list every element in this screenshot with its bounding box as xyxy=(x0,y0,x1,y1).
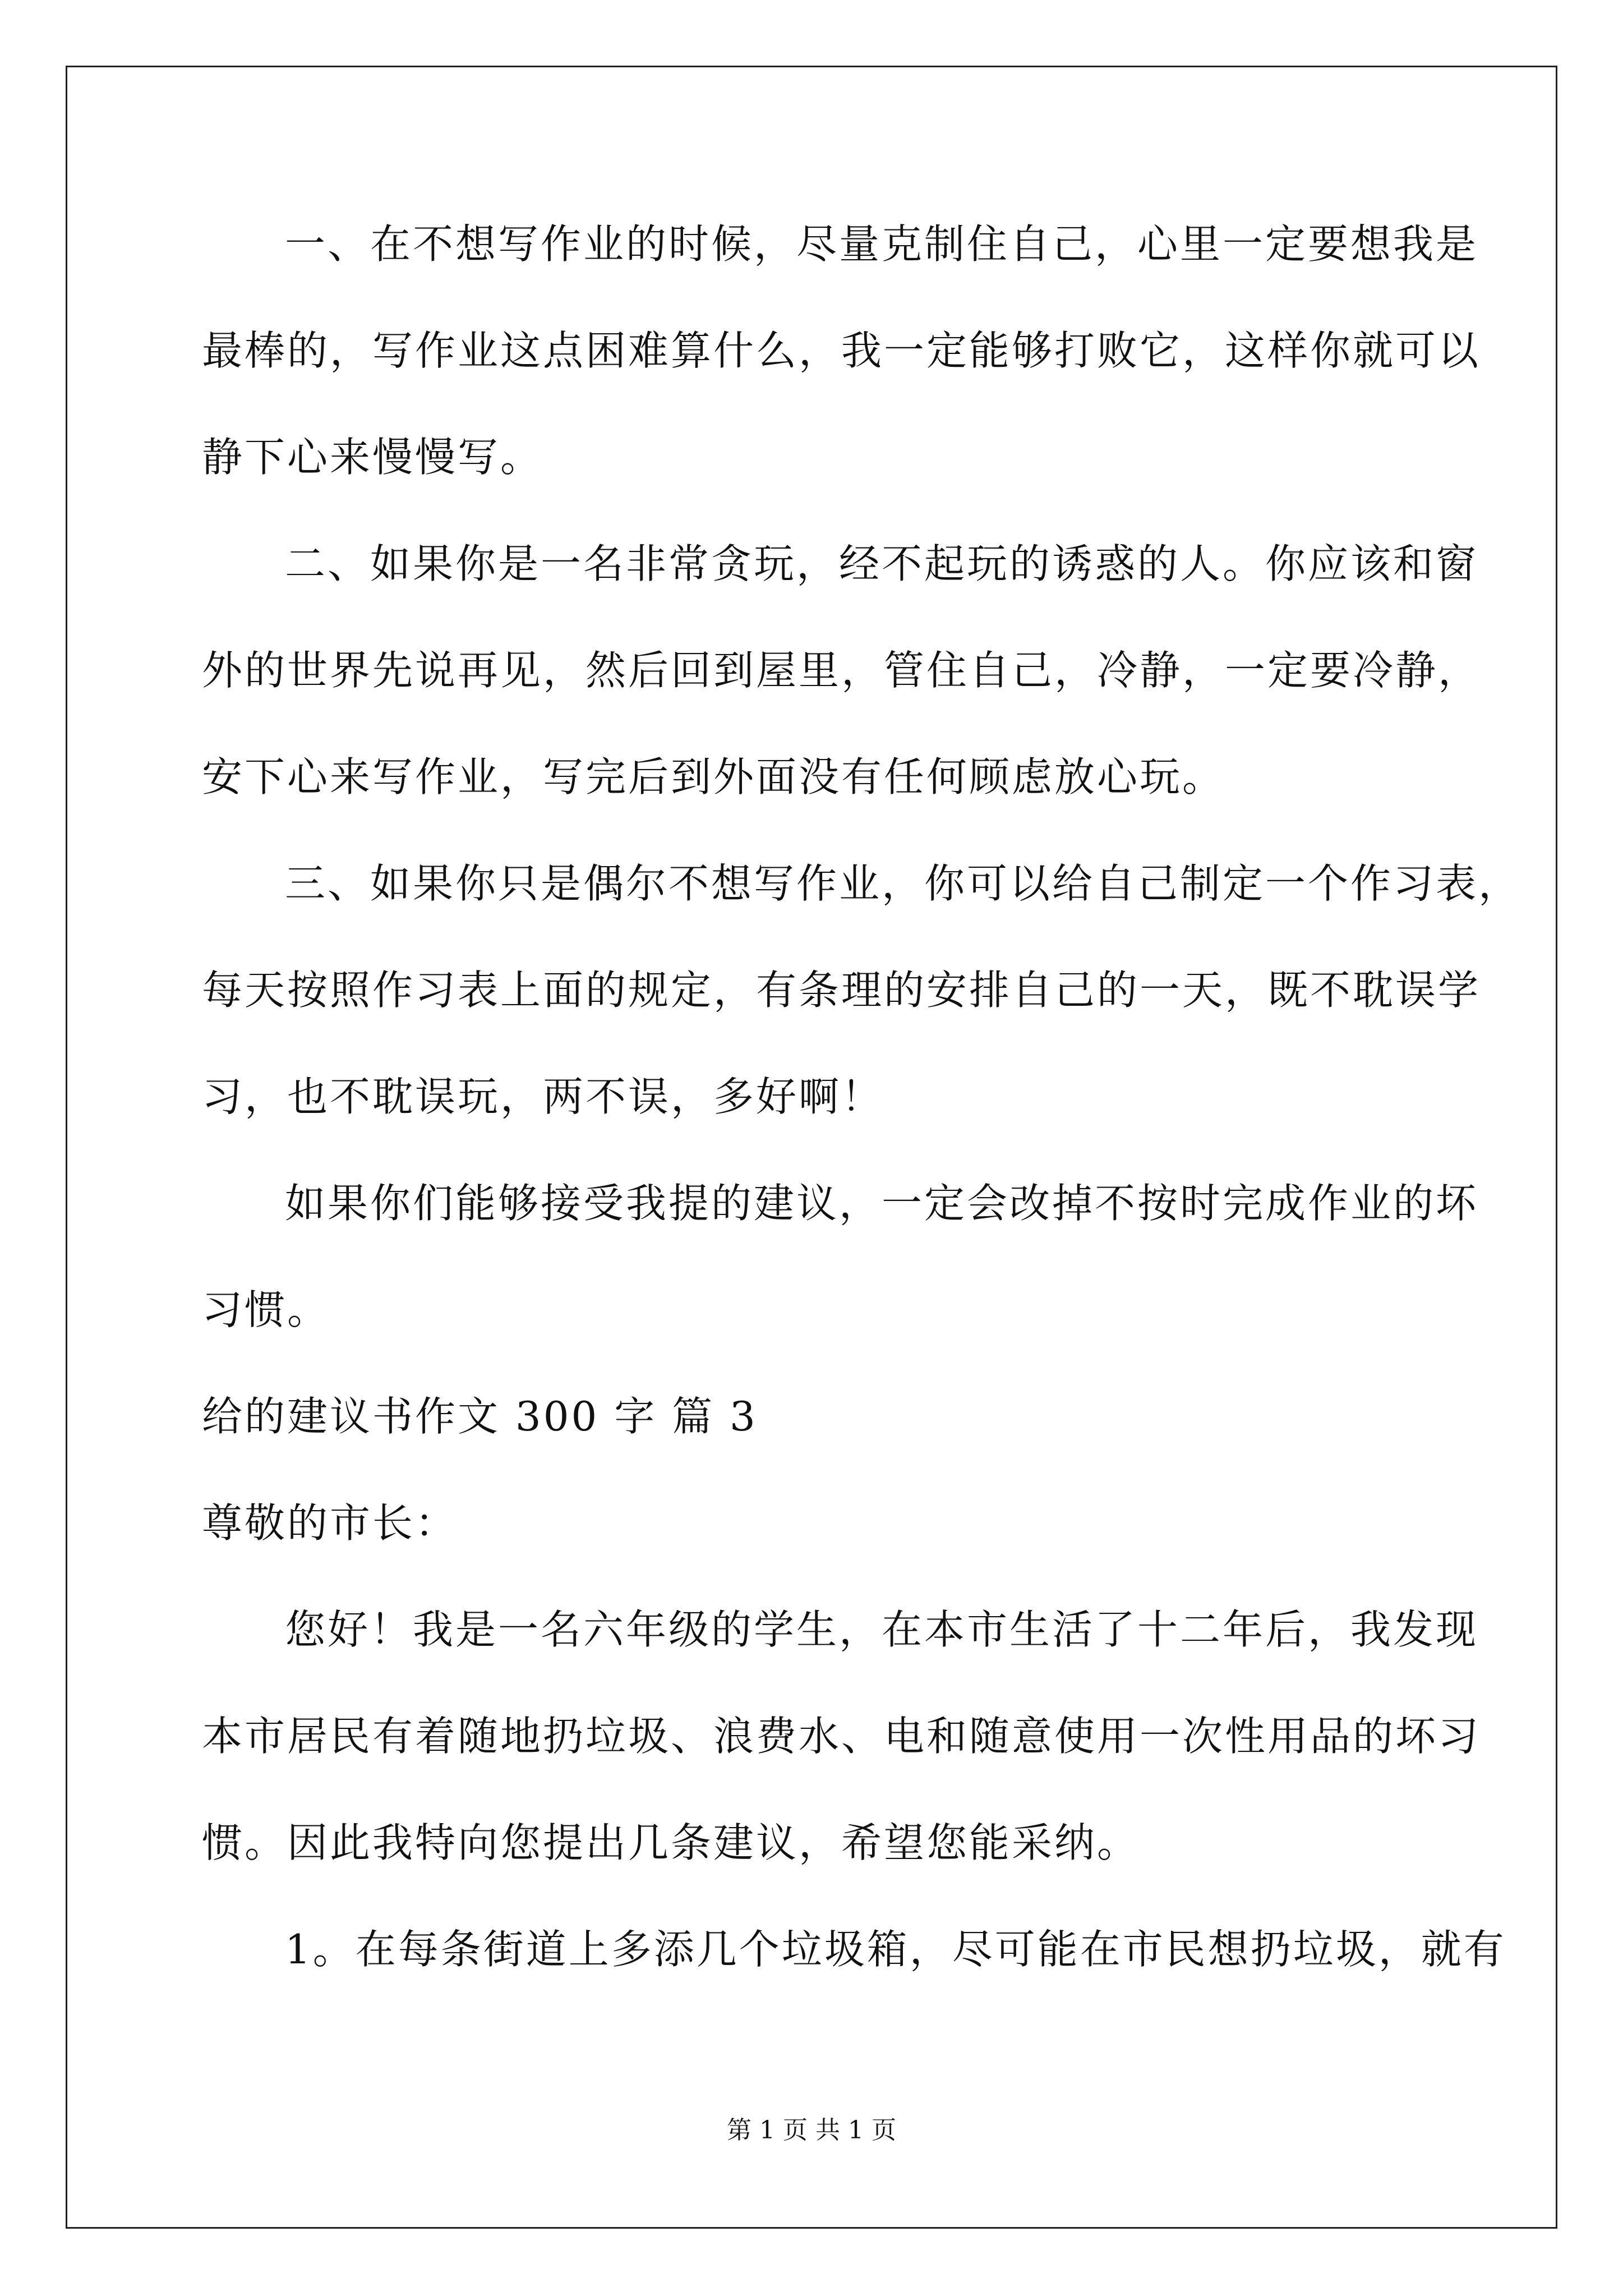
paragraph-1-line-1: 一、在不想写作业的时候，尽量克制住自己，心里一定要想我是 xyxy=(285,220,1479,268)
paragraph-3-line-3: 习，也不耽误玩，两不误，多好啊！ xyxy=(202,1073,884,1120)
paragraph-2-line-2: 外的世界先说再见，然后回到屋里，管住自己，冷静，一定要冷静， xyxy=(202,647,1481,694)
paragraph-5-line-2: 本市居民有着随地扔垃圾、浪费水、电和随意使用一次性用品的坏习 xyxy=(202,1713,1481,1760)
salutation: 尊敬的市长： xyxy=(202,1499,458,1547)
paragraph-6-line-1: 1。在每条街道上多添几个垃圾箱，尽可能在市民想扔垃圾，就有 xyxy=(285,1926,1506,1973)
paragraph-4-line-2: 习惯。 xyxy=(202,1286,330,1333)
paragraph-2-line-3: 安下心来写作业，写完后到外面没有任何顾虑放心玩。 xyxy=(202,753,1225,800)
section-heading: 给的建议书作文 300 字 篇 3 xyxy=(202,1393,758,1440)
paragraph-3-line-2: 每天按照作习表上面的规定，有条理的安排自己的一天，既不耽误学 xyxy=(202,967,1481,1014)
paragraph-3-line-1: 三、如果你只是偶尔不想写作业，你可以给自己制定一个作习表， xyxy=(285,860,1521,907)
page-number-footer: 第 1 页 共 1 页 xyxy=(727,2116,896,2145)
paragraph-2-line-1: 二、如果你是一名非常贪玩，经不起玩的诱惑的人。你应该和窗 xyxy=(285,540,1479,587)
paragraph-1-line-3: 静下心来慢慢写。 xyxy=(202,434,543,481)
paragraph-4-line-1: 如果你们能够接受我提的建议，一定会改掉不按时完成作业的坏 xyxy=(285,1180,1479,1227)
paragraph-5-line-1: 您好！我是一名六年级的学生，在本市生活了十二年后，我发现 xyxy=(285,1606,1479,1653)
paragraph-5-line-3: 惯。因此我特向您提出几条建议，希望您能采纳。 xyxy=(202,1819,1140,1866)
paragraph-1-line-2: 最棒的，写作业这点困难算什么，我一定能够打败它，这样你就可以 xyxy=(202,327,1481,374)
page-border xyxy=(66,66,1557,2229)
